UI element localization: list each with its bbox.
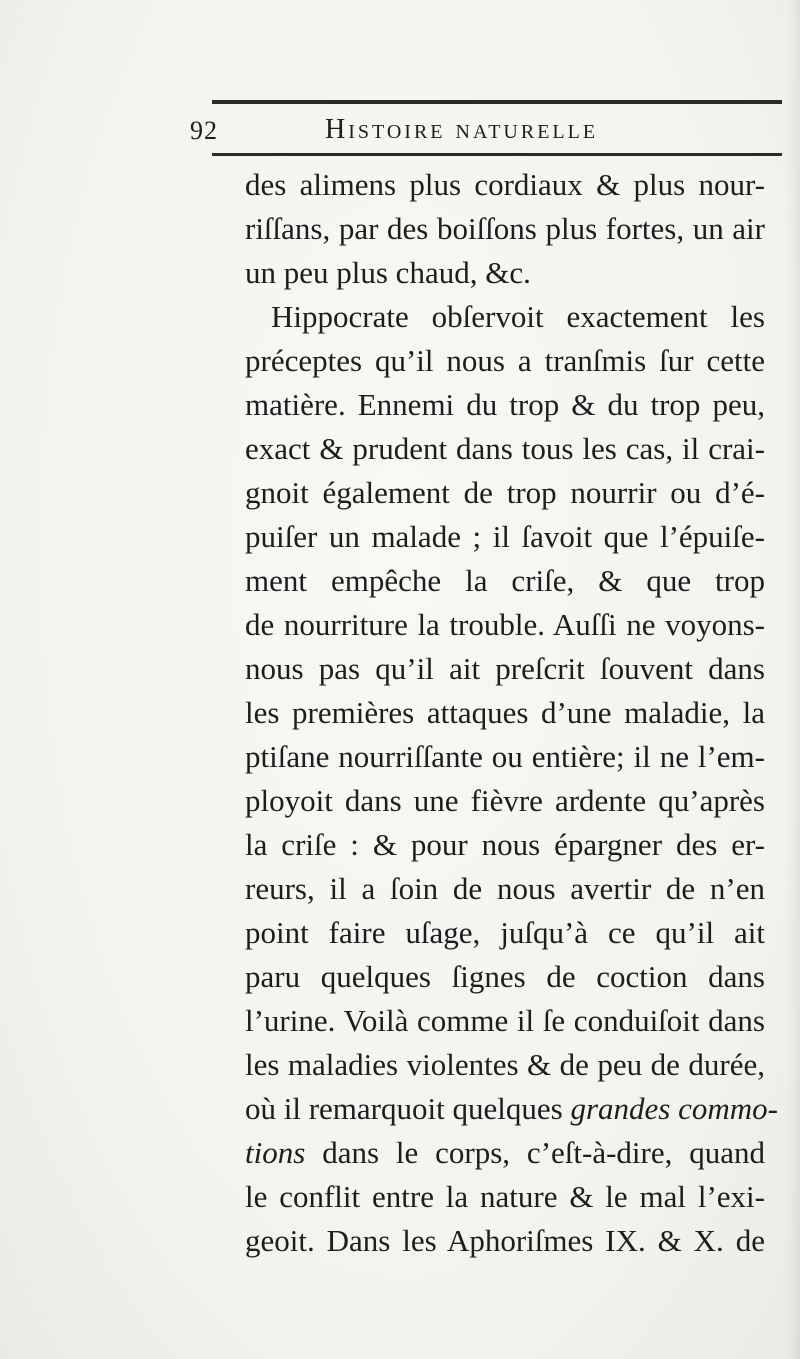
text-line: préceptes qu’il nous a tranſmis ſur cette	[245, 343, 765, 378]
text-line: des alimens plus cordiaux & plus nour-	[245, 167, 765, 202]
text-line: gnoit également de trop nourrir ou d’é-	[245, 475, 765, 510]
text-line: le conflit entre la nature & le mal l’exi-	[245, 1179, 765, 1214]
text-line: ptiſane nourriſſante ou entière; il ne l’em-	[245, 739, 765, 774]
running-title: Histoire naturelle	[325, 114, 599, 145]
text-line: nous pas qu’il ait preſcrit ſouvent dans	[245, 651, 765, 686]
text-line: ployoit dans une fièvre ardente qu’après	[245, 783, 765, 818]
italic-phrase: grandes commo-	[570, 1091, 778, 1126]
text-line: puiſer un malade ; il ſavoit que l’épuiſe-	[245, 519, 765, 554]
header-rule-top	[212, 100, 782, 104]
text-line: riſſans, par des boiſſons plus fortes, un air	[245, 211, 765, 246]
italic-phrase: tions	[245, 1135, 306, 1170]
text-line-mixed	[245, 1087, 778, 1131]
text-line: reurs, il a ſoin de nous avertir de n’en	[245, 871, 765, 906]
text-line: les premières attaques d’une maladie, la	[245, 695, 765, 730]
text-line: ment empêche la criſe, & que trop	[245, 563, 765, 598]
text-fragment: où il remarquoit quelques	[245, 1091, 563, 1126]
text-line: point faire uſage, juſqu’à ce qu’il ait	[245, 915, 765, 950]
text-line: la criſe : & pour nous épargner des er-	[245, 827, 765, 862]
header-rule-bottom	[212, 153, 782, 156]
text-line-mixed	[245, 1131, 765, 1175]
text-line: matière. Ennemi du trop & du trop peu,	[245, 387, 765, 422]
text-line: les maladies violentes & de peu de durée,	[245, 1047, 765, 1082]
text-fragment: dans le corps, c’eſt-à-dire, quand	[322, 1135, 765, 1170]
text-line: exact & prudent dans tous les cas, il crai-	[245, 431, 765, 466]
running-head	[190, 110, 790, 150]
text-line: paru quelques ſignes de coction dans	[245, 959, 765, 994]
text-line: l’urine. Voilà comme il ſe conduiſoit dans	[245, 1003, 765, 1038]
text-line: de nourriture la trouble. Auſſi ne voyons-	[245, 607, 765, 642]
text-line: geoit. Dans les Aphoriſmes IX. & X. de	[245, 1223, 765, 1258]
page-number: 92	[190, 116, 218, 145]
text-line: un peu plus chaud, &c.	[245, 255, 531, 290]
page-edge-shadow	[786, 0, 800, 1359]
text-line: Hippocrate obſervoit exactement les	[271, 299, 765, 334]
